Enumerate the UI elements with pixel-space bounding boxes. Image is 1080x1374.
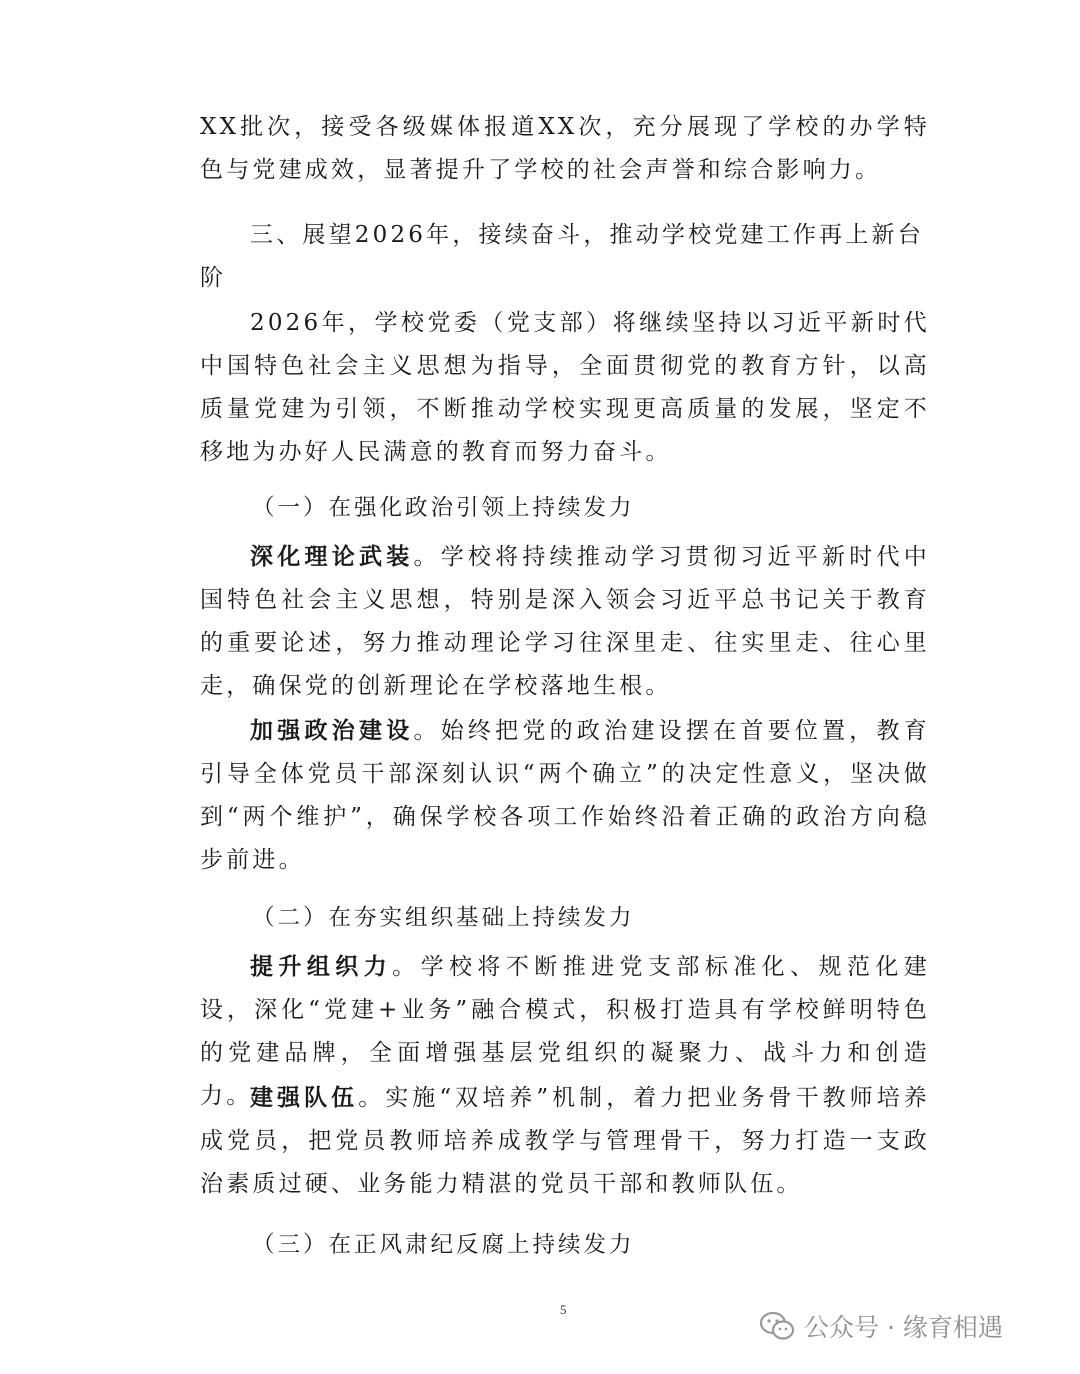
page-number: 5 (560, 1302, 567, 1317)
subheading-3 (252, 1224, 932, 1267)
paragraph-1a (200, 536, 930, 708)
paragraph-text: 。学校将不断推进党支部标准化、规范化建设，深化“党建+业务”融合模式，积极打造具有学校鲜明特色的党建品牌，全面增强基层党组织的凝聚力、战斗力和创造力。 (200, 954, 931, 1109)
subheading-text: （三）在正风肃纪反腐上持续发力 (252, 1232, 635, 1258)
paragraph-text: 。始终把党的政治建设摆在首要位置，教育引导全体党员干部深刻认识“两个确立”的决定性意义，坚决做到“两个维护”，确保学校各项工作始终沿着正确的政治方向稳步前进。 (200, 718, 930, 873)
paragraph-text: 。实施“双培养”机制，着力把业务骨干教师培养成党员，把党员教师培养成教学与管理骨干，努力打造一支政治素质过硬、业务能力精湛的党员干部和教师队伍。 (200, 1085, 930, 1197)
section-heading-text: 三、展望2026年，接续奋斗，推动学校党建工作再上新台阶 (200, 222, 924, 291)
watermark (760, 1308, 1003, 1344)
paragraph-text: 2026年，学校党委（党支部）将继续坚持以习近平新时代中国特色社会主义思想为指导，全面贯彻党的教育方针，以高质量党建为引领，不断推动学校实现更高质量的发展，坚定不移地为办好人民满意的教育而努力奋斗。 (200, 310, 930, 465)
paragraph-lead: 建强队伍 (250, 1085, 359, 1111)
paragraph-text: 。学校将持续推动学习贯彻习近平新时代中国特色社会主义思想，特别是深入领会习近平总书记关于教育的重要论述，努力推动理论学习往深里走、往实里走、往心里走，确保党的创新理论在学校落地生根。 (200, 544, 930, 699)
wechat-icon (760, 1311, 794, 1341)
paragraph-lead: 加强政治建设 (250, 718, 414, 744)
subheading-text: （一）在强化政治引领上持续发力 (252, 495, 635, 521)
paragraph-text: XX批次，接受各级媒体报道XX次，充分展现了学校的办学特色与党建成效，显著提升了学校的社会声誉和综合影响力。 (200, 114, 930, 183)
paragraph-1b (200, 710, 930, 882)
section-heading (200, 214, 930, 300)
paragraph-intro (200, 302, 930, 474)
paragraph-lead: 深化理论武装 (250, 544, 414, 570)
paragraph-2b (200, 1077, 930, 1206)
paragraph-continuation (200, 106, 930, 192)
subheading-text: （二）在夯实组织基础上持续发力 (252, 905, 635, 931)
paragraph-lead: 提升组织力 (250, 954, 393, 980)
watermark-text: 公众号 · 缘育相遇 (804, 1313, 1003, 1342)
subheading-1 (252, 487, 932, 530)
subheading-2 (252, 897, 932, 940)
